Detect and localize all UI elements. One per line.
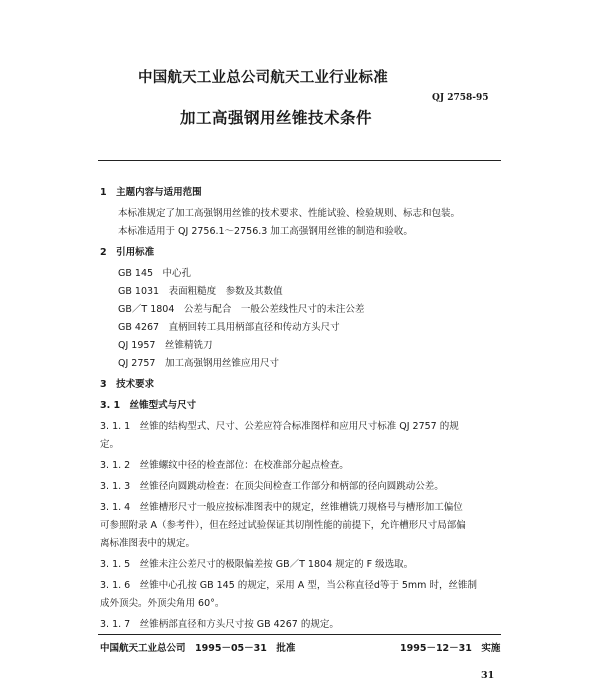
clause-text: 3. 1. 5 丝锥未注公差尺寸的极限偏差按 GB／T 1804 规定的 F 级选取。 xyxy=(100,559,414,570)
reference-item: QJ 1957 丝锥精铣刀 xyxy=(118,340,213,351)
reference-item: GB 145 中心孔 xyxy=(118,268,192,279)
subsection-heading: 3. 1 丝锥型式与尺寸 xyxy=(100,400,197,411)
clause-text: 3. 1. 4 丝锥槽形尺寸一般应按标准图表中的规定，丝锥槽铣刀规格号与槽形加工偏位 xyxy=(100,502,463,513)
clause-text: 离标准图表中的规定。 xyxy=(100,538,196,549)
document-title: 加工高强钢用丝锥技术条件 xyxy=(180,109,373,127)
clause-text: 3. 1. 7 丝锥柄部直径和方头尺寸按 GB 4267 的规定。 xyxy=(100,619,339,630)
section-1-paragraph: 本标准规定了加工高强钢用丝锥的技术要求、性能试验、检验规则、标志和包装。 xyxy=(118,208,461,219)
section-2-heading: 2 引用标准 xyxy=(100,247,155,258)
implementation-date: 1995－12－31 实施 xyxy=(400,643,501,654)
issuing-organization: 中国航天工业总公司航天工业行业标准 xyxy=(138,70,388,86)
reference-item: QJ 2757 加工高强钢用丝锥应用尺寸 xyxy=(118,358,279,369)
reference-item: GB 1031 表面粗糙度 参数及其数值 xyxy=(118,286,283,297)
clause-text: 3. 1. 6 丝锥中心孔按 GB 145 的规定，采用 A 型，当公称直径d等于 5mm 时，丝锥制 xyxy=(100,580,477,591)
clause-text: 成外顶尖。外顶尖角用 60°。 xyxy=(100,598,225,609)
section-3-heading: 3 技术要求 xyxy=(100,379,155,390)
reference-item: GB／T 1804 公差与配合 一般公差线性尺寸的未注公差 xyxy=(118,304,365,315)
reference-item: GB 4267 直柄回转工具用柄部直径和传动方头尺寸 xyxy=(118,322,340,333)
clause-text: 可参照附录 A（参考件），但在经过试验保证其切削性能的前提下，允许槽形尺寸局部偏 xyxy=(100,520,466,531)
clause-text: 定。 xyxy=(100,439,120,450)
approval-line: 中国航天工业总公司 1995－05－31 批准 xyxy=(100,643,296,654)
clause-text: 3. 1. 2 丝锥螺纹中径的检查部位：在校准部分起点检查。 xyxy=(100,460,349,471)
page-number: 31 xyxy=(481,670,495,681)
header-divider xyxy=(98,160,501,161)
clause-text: 3. 1. 3 丝锥径向圆跳动检查：在顶尖间检查工作部分和柄部的径向圆跳动公差。 xyxy=(100,481,444,492)
clause-text: 3. 1. 1 丝锥的结构型式、尺寸、公差应符合标准图样和应用尺寸标准 QJ 2757 的规 xyxy=(100,421,459,432)
section-1-paragraph: 本标准适用于 QJ 2756.1～2756.3 加工高强钢用丝锥的制造和验收。 xyxy=(118,226,413,237)
section-1-heading: 1 主题内容与适用范围 xyxy=(100,187,202,198)
standard-code: QJ 2758-95 xyxy=(432,93,489,103)
footer-divider xyxy=(98,634,501,635)
